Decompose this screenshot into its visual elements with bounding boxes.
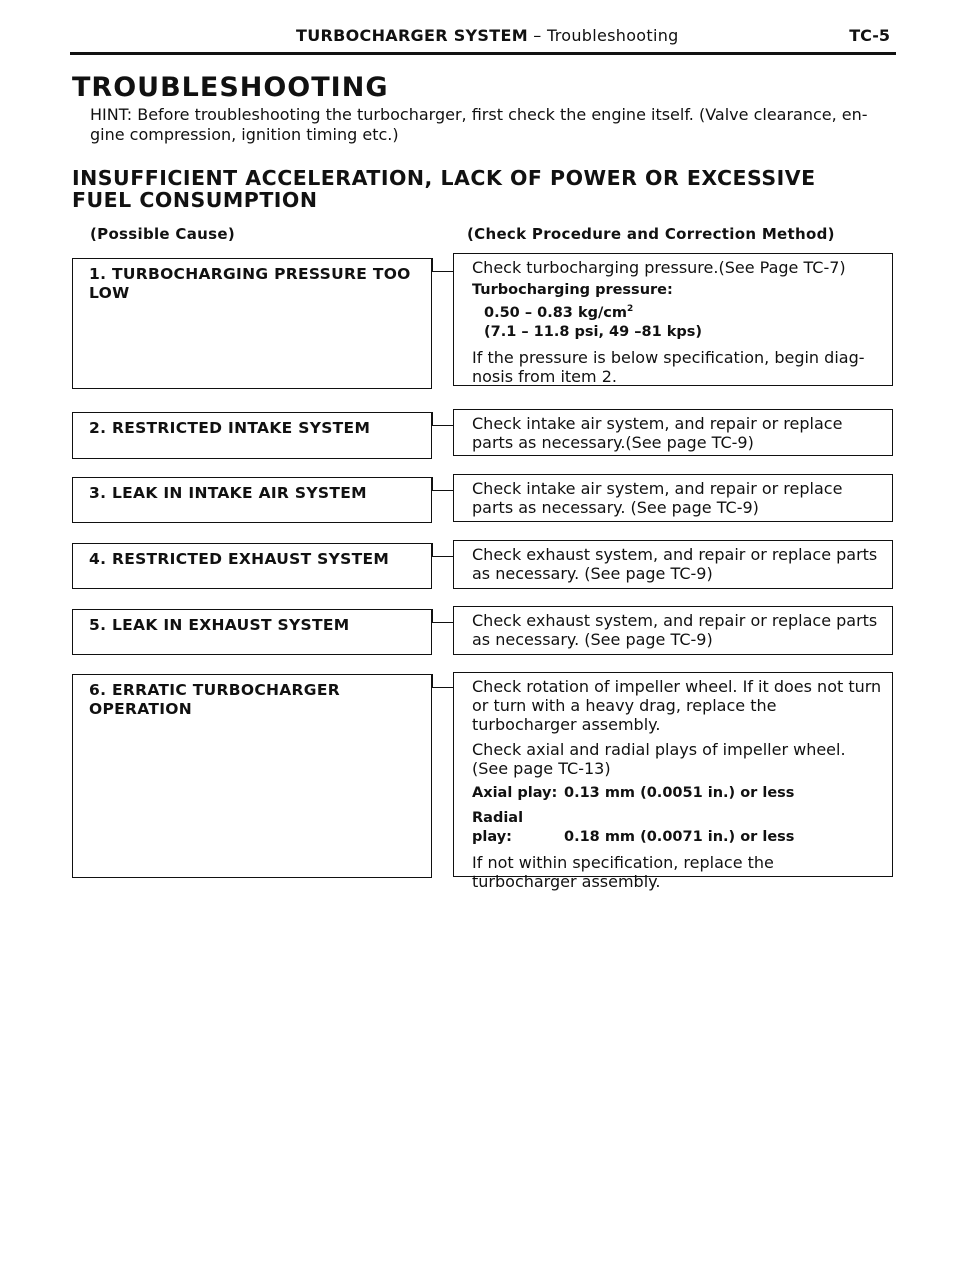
connector-line [432, 425, 453, 426]
cause-text: 2. RESTRICTED INTAKE SYSTEM [89, 419, 371, 437]
procedure-box-6 [453, 672, 893, 891]
procedure-box-1 [453, 253, 893, 386]
cause-box-4 [72, 543, 432, 589]
procedure-text: Check axial and radial plays of impeller wheel. (See page TC-13) [472, 740, 846, 778]
hint-text: HINT: Before troubleshooting the turbocharger, first check the engine itself. (Valve clearance, en-gine compression, ignition timing etc.) [90, 105, 868, 144]
column-label-cause: (Possible Cause) [90, 225, 235, 243]
procedure-box-3 [453, 474, 893, 522]
connector-line [432, 271, 453, 272]
procedure-text: Check rotation of impeller wheel. If it does not turn or turn with a heavy drag, replace the turbocharger assembly. [472, 677, 882, 734]
column-label-procedure: (Check Procedure and Correction Method) [467, 225, 835, 243]
cause-text: 6. ERRATIC TURBOCHARGER OPERATION [89, 681, 340, 718]
connector-line [432, 556, 453, 557]
procedure-text: If the pressure is below specification, begin diag-nosis from item 2. [472, 347, 865, 386]
connector-line [432, 258, 433, 272]
connector-line [432, 477, 433, 491]
cause-box-3 [72, 477, 432, 523]
cause-text: 4. RESTRICTED EXHAUST SYSTEM [89, 550, 390, 568]
connector-line [432, 622, 453, 623]
spec-label: Turbocharging pressure: [472, 282, 673, 298]
procedure-text: Check intake air system, and repair or replace parts as necessary. (See page TC-9) [472, 479, 843, 517]
procedure-text: If not within specification, replace the turbocharger assembly. [472, 853, 774, 891]
page-title: TROUBLESHOOTING [72, 72, 389, 103]
procedure-box-4 [453, 540, 893, 589]
page-header [70, 24, 896, 55]
connector-line [432, 609, 433, 623]
procedure-text: Check turbocharging pressure.(See Page TC-7) [472, 258, 846, 277]
cause-box-6 [72, 674, 432, 878]
axial-play-spec: Axial play: 0.13 mm (0.0051 in.) or less [472, 785, 795, 801]
radial-play-spec: Radial play: 0.18 mm (0.0071 in.) or less [472, 810, 795, 845]
procedure-box-2 [453, 409, 893, 456]
connector-line [432, 674, 433, 688]
spec-value: 0.50 – 0.83 $kg/cm^2$ [484, 304, 634, 321]
procedure-text: Check intake air system, and repair or replace parts as necessary.(See page TC-9) [472, 414, 843, 452]
cause-text: 5. LEAK IN EXHAUST SYSTEM [89, 616, 350, 634]
connector-line [432, 687, 453, 688]
spec-value: (7.1 – 11.8 psi, 49 –81 kps) [484, 323, 703, 340]
header-title: TURBOCHARGER SYSTEM – Troubleshooting [296, 26, 679, 45]
procedure-text: Check exhaust system, and repair or replace parts as necessary. (See page TC-9) [472, 611, 878, 649]
procedure-text: Check exhaust system, and repair or replace parts as necessary. (See page TC-9) [472, 545, 878, 583]
cause-text: 1. TURBOCHARGING PRESSURE TOO LOW [89, 265, 411, 302]
connector-line [432, 412, 433, 426]
cause-box-5 [72, 609, 432, 655]
procedure-box-5 [453, 606, 893, 655]
cause-box-1 [72, 258, 432, 389]
connector-line [432, 543, 433, 557]
header-page-number: TC-5 [849, 26, 890, 45]
cause-box-2 [72, 412, 432, 459]
connector-line [432, 490, 453, 491]
cause-text: 3. LEAK IN INTAKE AIR SYSTEM [89, 484, 367, 502]
section-title: INSUFFICIENT ACCELERATION, LACK OF POWER OR EXCESSIVE FUEL CONSUMPTION [72, 166, 816, 212]
